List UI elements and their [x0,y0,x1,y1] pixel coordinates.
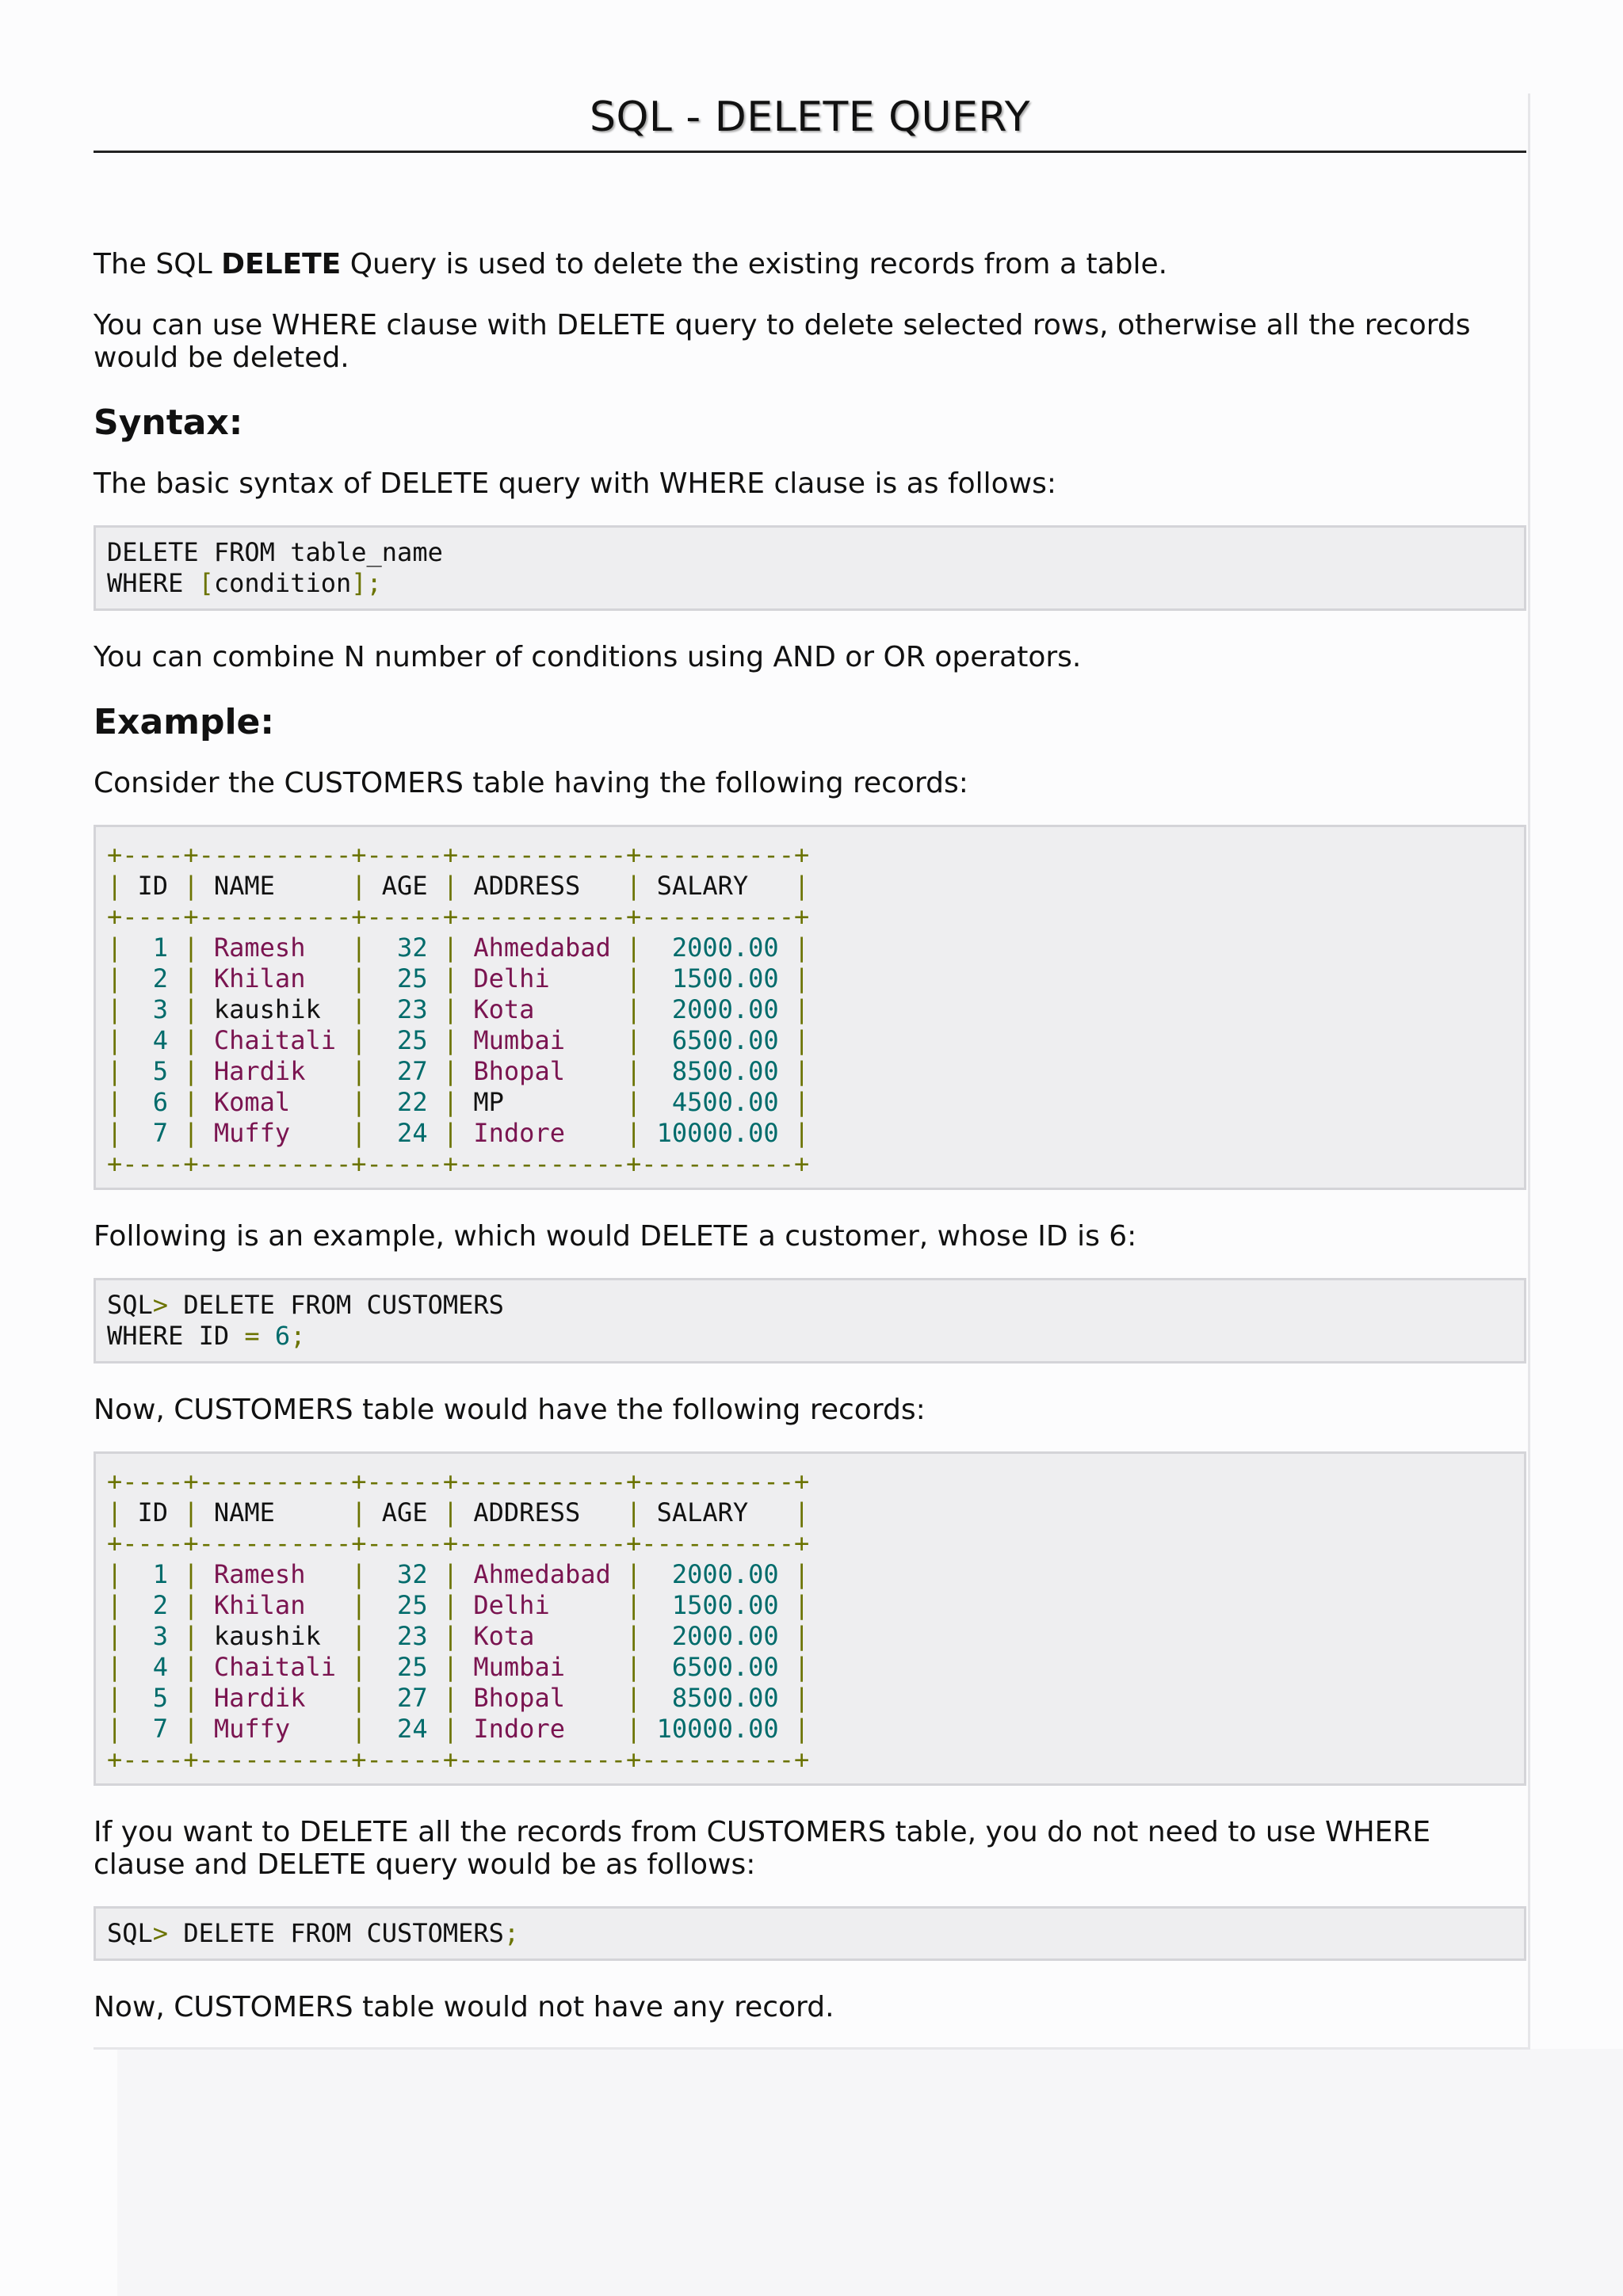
table-pipe: | [793,1497,810,1527]
page-shade [117,2049,1623,2296]
table-pipe: | [442,1025,459,1055]
cell-salary: 8500.00 [641,1056,794,1086]
table-pipe: | [183,963,199,994]
table-pipe: | [626,1559,642,1589]
code-text: DELETE FROM CUSTOMERS [168,1918,504,1948]
table-pipe: | [183,933,199,963]
cell-salary: 10000.00 [641,1118,794,1148]
table-pipe: | [793,1652,810,1682]
cell-name: Ramesh [198,1559,352,1589]
table-pipe: | [442,1056,459,1086]
example-heading: Example: [94,702,274,742]
customers-table-after [94,1451,1526,1786]
cell-id: 3 [122,1621,184,1651]
after-delete-description: Now, CUSTOMERS table would have the following records: [94,1394,926,1426]
cell-age: 25 [366,1590,443,1620]
table-row [107,994,1513,1025]
table-border-line [107,1745,1513,1775]
customers-table-before [94,825,1526,1190]
table-pipe: | [107,994,123,1024]
cell-id: 6 [122,1087,184,1117]
table-pipe: | [626,871,642,901]
table-pipe: | [442,1590,459,1620]
delete-all-description: If you want to DELETE all the records from CUSTOMERS table, you do not need to use WHERE clause and DELETE query would be as follows: [94,1816,1431,1881]
table-border: +----+----------+-----+-----------+----------+ [107,1528,810,1558]
code-text: DELETE FROM table_name [107,537,443,567]
cell-name: Muffy [198,1118,352,1148]
table-pipe: | [442,1621,459,1651]
table-pipe: | [183,994,199,1024]
table-pipe: | [793,871,810,901]
intro-prefix: The SQL [94,248,222,280]
table-pipe: | [107,871,123,901]
cell-salary: 2000.00 [641,1559,794,1589]
table-pipe: | [351,1056,367,1086]
code-line [107,568,1513,599]
cell-name: Hardik [198,1056,352,1086]
table-pipe: | [442,1652,459,1682]
table-row [107,1652,1513,1683]
table-pipe: | [351,1652,367,1682]
sql-prompt: SQL [107,1918,153,1948]
table-pipe: | [626,963,642,994]
cell-age: 27 [366,1056,443,1086]
final-note: Now, CUSTOMERS table would not have any record. [94,1991,834,2023]
cell-name: Khilan [198,963,352,994]
cell-salary: 2000.00 [641,933,794,963]
syntax-code-block [94,525,1526,611]
intro-paragraph-2: You can use WHERE clause with DELETE query to delete selected rows, otherwise all the records would be deleted. [94,309,1471,374]
cell-id: 5 [122,1056,184,1086]
cell-name: Chaitali [198,1025,352,1055]
table-pipe: | [626,1714,642,1744]
delete-code-block [94,1278,1526,1363]
intro-bold-delete: DELETE [221,248,342,280]
prompt-gt: > [152,1918,169,1948]
table-border-line [107,1528,1513,1559]
table-header-row [107,1497,1513,1528]
table-pipe: | [442,1559,459,1589]
table-pipe: | [107,1118,123,1148]
example-description: Consider the CUSTOMERS table having the following records: [94,767,968,799]
table-pipe: | [107,1559,123,1589]
intro-paragraph-1 [94,248,1526,280]
code-text: WHERE [107,568,199,598]
table-row [107,1559,1513,1590]
table-header-row [107,871,1513,902]
table-pipe: | [351,871,367,901]
table-pipe: | [793,963,810,994]
table-header-cell: NAME [198,1497,352,1527]
table-pipe: | [626,1683,642,1713]
cell-address: Ahmedabad [458,1559,627,1589]
cell-name: Komal [198,1087,352,1117]
cell-id: 4 [122,1025,184,1055]
code-punct: = [244,1321,260,1351]
table-pipe: | [183,1559,199,1589]
table-pipe: | [442,994,459,1024]
table-pipe: | [442,871,459,901]
table-pipe: | [351,1025,367,1055]
cell-salary: 8500.00 [641,1683,794,1713]
cell-id: 4 [122,1652,184,1682]
table-pipe: | [351,1714,367,1744]
table-pipe: | [442,1118,459,1148]
table-pipe: | [351,1497,367,1527]
table-pipe: | [107,1714,123,1744]
table-pipe: | [183,1497,199,1527]
cell-id: 3 [122,994,184,1024]
delete-description: Following is an example, which would DELETE a customer, whose ID is 6: [94,1220,1137,1253]
cell-age: 25 [366,1652,443,1682]
table-pipe: | [351,1087,367,1117]
table-pipe: | [793,1118,810,1148]
table-border-line [107,1466,1513,1497]
cell-id: 1 [122,1559,184,1589]
cell-address: Indore [458,1714,627,1744]
cell-address: Indore [458,1118,627,1148]
table-pipe: | [626,1497,642,1527]
table-pipe: | [107,1497,123,1527]
table-pipe: | [183,1118,199,1148]
cell-age: 23 [366,1621,443,1651]
table-pipe: | [183,1652,199,1682]
table-pipe: | [793,933,810,963]
table-pipe: | [626,1590,642,1620]
table-pipe: | [107,1621,123,1651]
table-pipe: | [793,1087,810,1117]
code-punct: ; [503,1918,520,1948]
table-pipe: | [183,1025,199,1055]
table-pipe: | [183,1087,199,1117]
table-header-cell: AGE [366,871,443,901]
cell-id: 2 [122,1590,184,1620]
cell-name: Hardik [198,1683,352,1713]
code-text: DELETE FROM CUSTOMERS [168,1290,504,1320]
cell-id: 5 [122,1683,184,1713]
cell-address: Bhopal [458,1683,627,1713]
table-pipe: | [183,1714,199,1744]
code-punct: ]; [351,568,382,598]
code-punct: [ [198,568,214,598]
cell-age: 32 [366,1559,443,1589]
cell-address: Delhi [458,1590,627,1620]
cell-salary: 1500.00 [641,1590,794,1620]
frame-right-border [1528,93,1530,2049]
table-pipe: | [351,1621,367,1651]
syntax-description: The basic syntax of DELETE query with WHERE clause is as follows: [94,467,1057,500]
cell-address: Mumbai [458,1652,627,1682]
cell-salary: 2000.00 [641,994,794,1024]
table-border: +----+----------+-----+-----------+----------+ [107,840,810,870]
table-pipe: | [351,1590,367,1620]
table-pipe: | [107,963,123,994]
table-header-cell: ID [122,871,184,901]
code-number: 6 [274,1321,291,1351]
table-pipe: | [183,1621,199,1651]
table-row [107,1714,1513,1745]
table-pipe: | [442,1714,459,1744]
table-row [107,1590,1513,1621]
table-pipe: | [626,1056,642,1086]
table-pipe: | [107,1087,123,1117]
table-pipe: | [626,1118,642,1148]
cell-id: 7 [122,1118,184,1148]
table-header-cell: ADDRESS [458,871,627,901]
cell-address: Mumbai [458,1025,627,1055]
table-pipe: | [351,1118,367,1148]
conditions-note: You can combine N number of conditions using AND or OR operators. [94,641,1082,673]
table-pipe: | [107,1652,123,1682]
cell-age: 27 [366,1683,443,1713]
table-pipe: | [183,1056,199,1086]
frame-bottom-border [94,2047,1530,2050]
table-pipe: | [793,1559,810,1589]
cell-address: Kota [458,994,627,1024]
cell-name: Muffy [198,1714,352,1744]
table-pipe: | [107,933,123,963]
cell-age: 22 [366,1087,443,1117]
cell-id: 1 [122,933,184,963]
code-line [107,1290,1513,1321]
code-text: WHERE ID [107,1321,245,1351]
table-pipe: | [626,1087,642,1117]
table-pipe: | [626,994,642,1024]
intro-suffix: Query is used to delete the existing records from a table. [341,248,1168,280]
cell-address: Bhopal [458,1056,627,1086]
syntax-heading: Syntax: [94,402,243,443]
cell-name: kaushik [198,994,352,1024]
table-pipe: | [442,1087,459,1117]
table-pipe: | [107,1683,123,1713]
cell-address: MP [458,1087,627,1117]
table-pipe: | [442,963,459,994]
cell-salary: 2000.00 [641,1621,794,1651]
table-border: +----+----------+-----+-----------+----------+ [107,1466,810,1497]
cell-age: 24 [366,1118,443,1148]
table-header-cell: NAME [198,871,352,901]
cell-salary: 4500.00 [641,1087,794,1117]
table-row [107,963,1513,994]
table-row [107,1087,1513,1118]
table-header-cell: SALARY [641,871,794,901]
table-pipe: | [626,1652,642,1682]
page-title: SQL - DELETE QUERY [94,93,1526,153]
table-pipe: | [793,1590,810,1620]
table-border: +----+----------+-----+-----------+----------+ [107,1745,810,1775]
cell-age: 25 [366,1025,443,1055]
table-pipe: | [442,1683,459,1713]
table-pipe: | [793,994,810,1024]
table-pipe: | [183,871,199,901]
table-pipe: | [351,994,367,1024]
cell-age: 25 [366,963,443,994]
table-header-cell: SALARY [641,1497,794,1527]
cell-age: 23 [366,994,443,1024]
table-border: +----+----------+-----+-----------+----------+ [107,1149,810,1179]
sql-prompt: SQL [107,1290,153,1320]
table-pipe: | [351,933,367,963]
cell-name: Khilan [198,1590,352,1620]
prompt-gt: > [152,1290,169,1320]
table-row [107,1056,1513,1087]
code-line [107,1321,1513,1352]
table-row [107,1683,1513,1714]
table-pipe: | [107,1590,123,1620]
table-pipe: | [107,1056,123,1086]
code-line [107,1918,1513,1949]
cell-id: 7 [122,1714,184,1744]
cell-salary: 1500.00 [641,963,794,994]
table-header-cell: ID [122,1497,184,1527]
table-header-cell: AGE [366,1497,443,1527]
cell-name: Chaitali [198,1652,352,1682]
cell-name: Ramesh [198,933,352,963]
article-content [94,93,1526,2023]
cell-salary: 6500.00 [641,1025,794,1055]
cell-name: kaushik [198,1621,352,1651]
table-pipe: | [351,1559,367,1589]
table-pipe: | [793,1683,810,1713]
table-border-line [107,1149,1513,1180]
table-pipe: | [351,963,367,994]
code-line [107,537,1513,568]
table-header-cell: ADDRESS [458,1497,627,1527]
table-pipe: | [442,933,459,963]
cell-salary: 10000.00 [641,1714,794,1744]
table-border-line [107,902,1513,933]
cell-address: Ahmedabad [458,933,627,963]
table-row [107,1118,1513,1149]
cell-address: Delhi [458,963,627,994]
table-row [107,933,1513,963]
table-pipe: | [351,1683,367,1713]
table-pipe: | [626,933,642,963]
table-row [107,1025,1513,1056]
table-pipe: | [107,1025,123,1055]
cell-salary: 6500.00 [641,1652,794,1682]
code-text: condition [213,568,352,598]
table-pipe: | [183,1683,199,1713]
table-pipe: | [626,1621,642,1651]
delete-all-code-block [94,1906,1526,1961]
table-border: +----+----------+-----+-----------+----------+ [107,902,810,932]
cell-age: 24 [366,1714,443,1744]
table-pipe: | [793,1056,810,1086]
table-pipe: | [793,1714,810,1744]
code-punct: ; [290,1321,306,1351]
table-pipe: | [793,1621,810,1651]
table-pipe: | [183,1590,199,1620]
table-border-line [107,840,1513,871]
table-pipe: | [793,1025,810,1055]
table-pipe: | [626,1025,642,1055]
cell-age: 32 [366,933,443,963]
cell-id: 2 [122,963,184,994]
table-pipe: | [442,1497,459,1527]
cell-address: Kota [458,1621,627,1651]
table-row [107,1621,1513,1652]
